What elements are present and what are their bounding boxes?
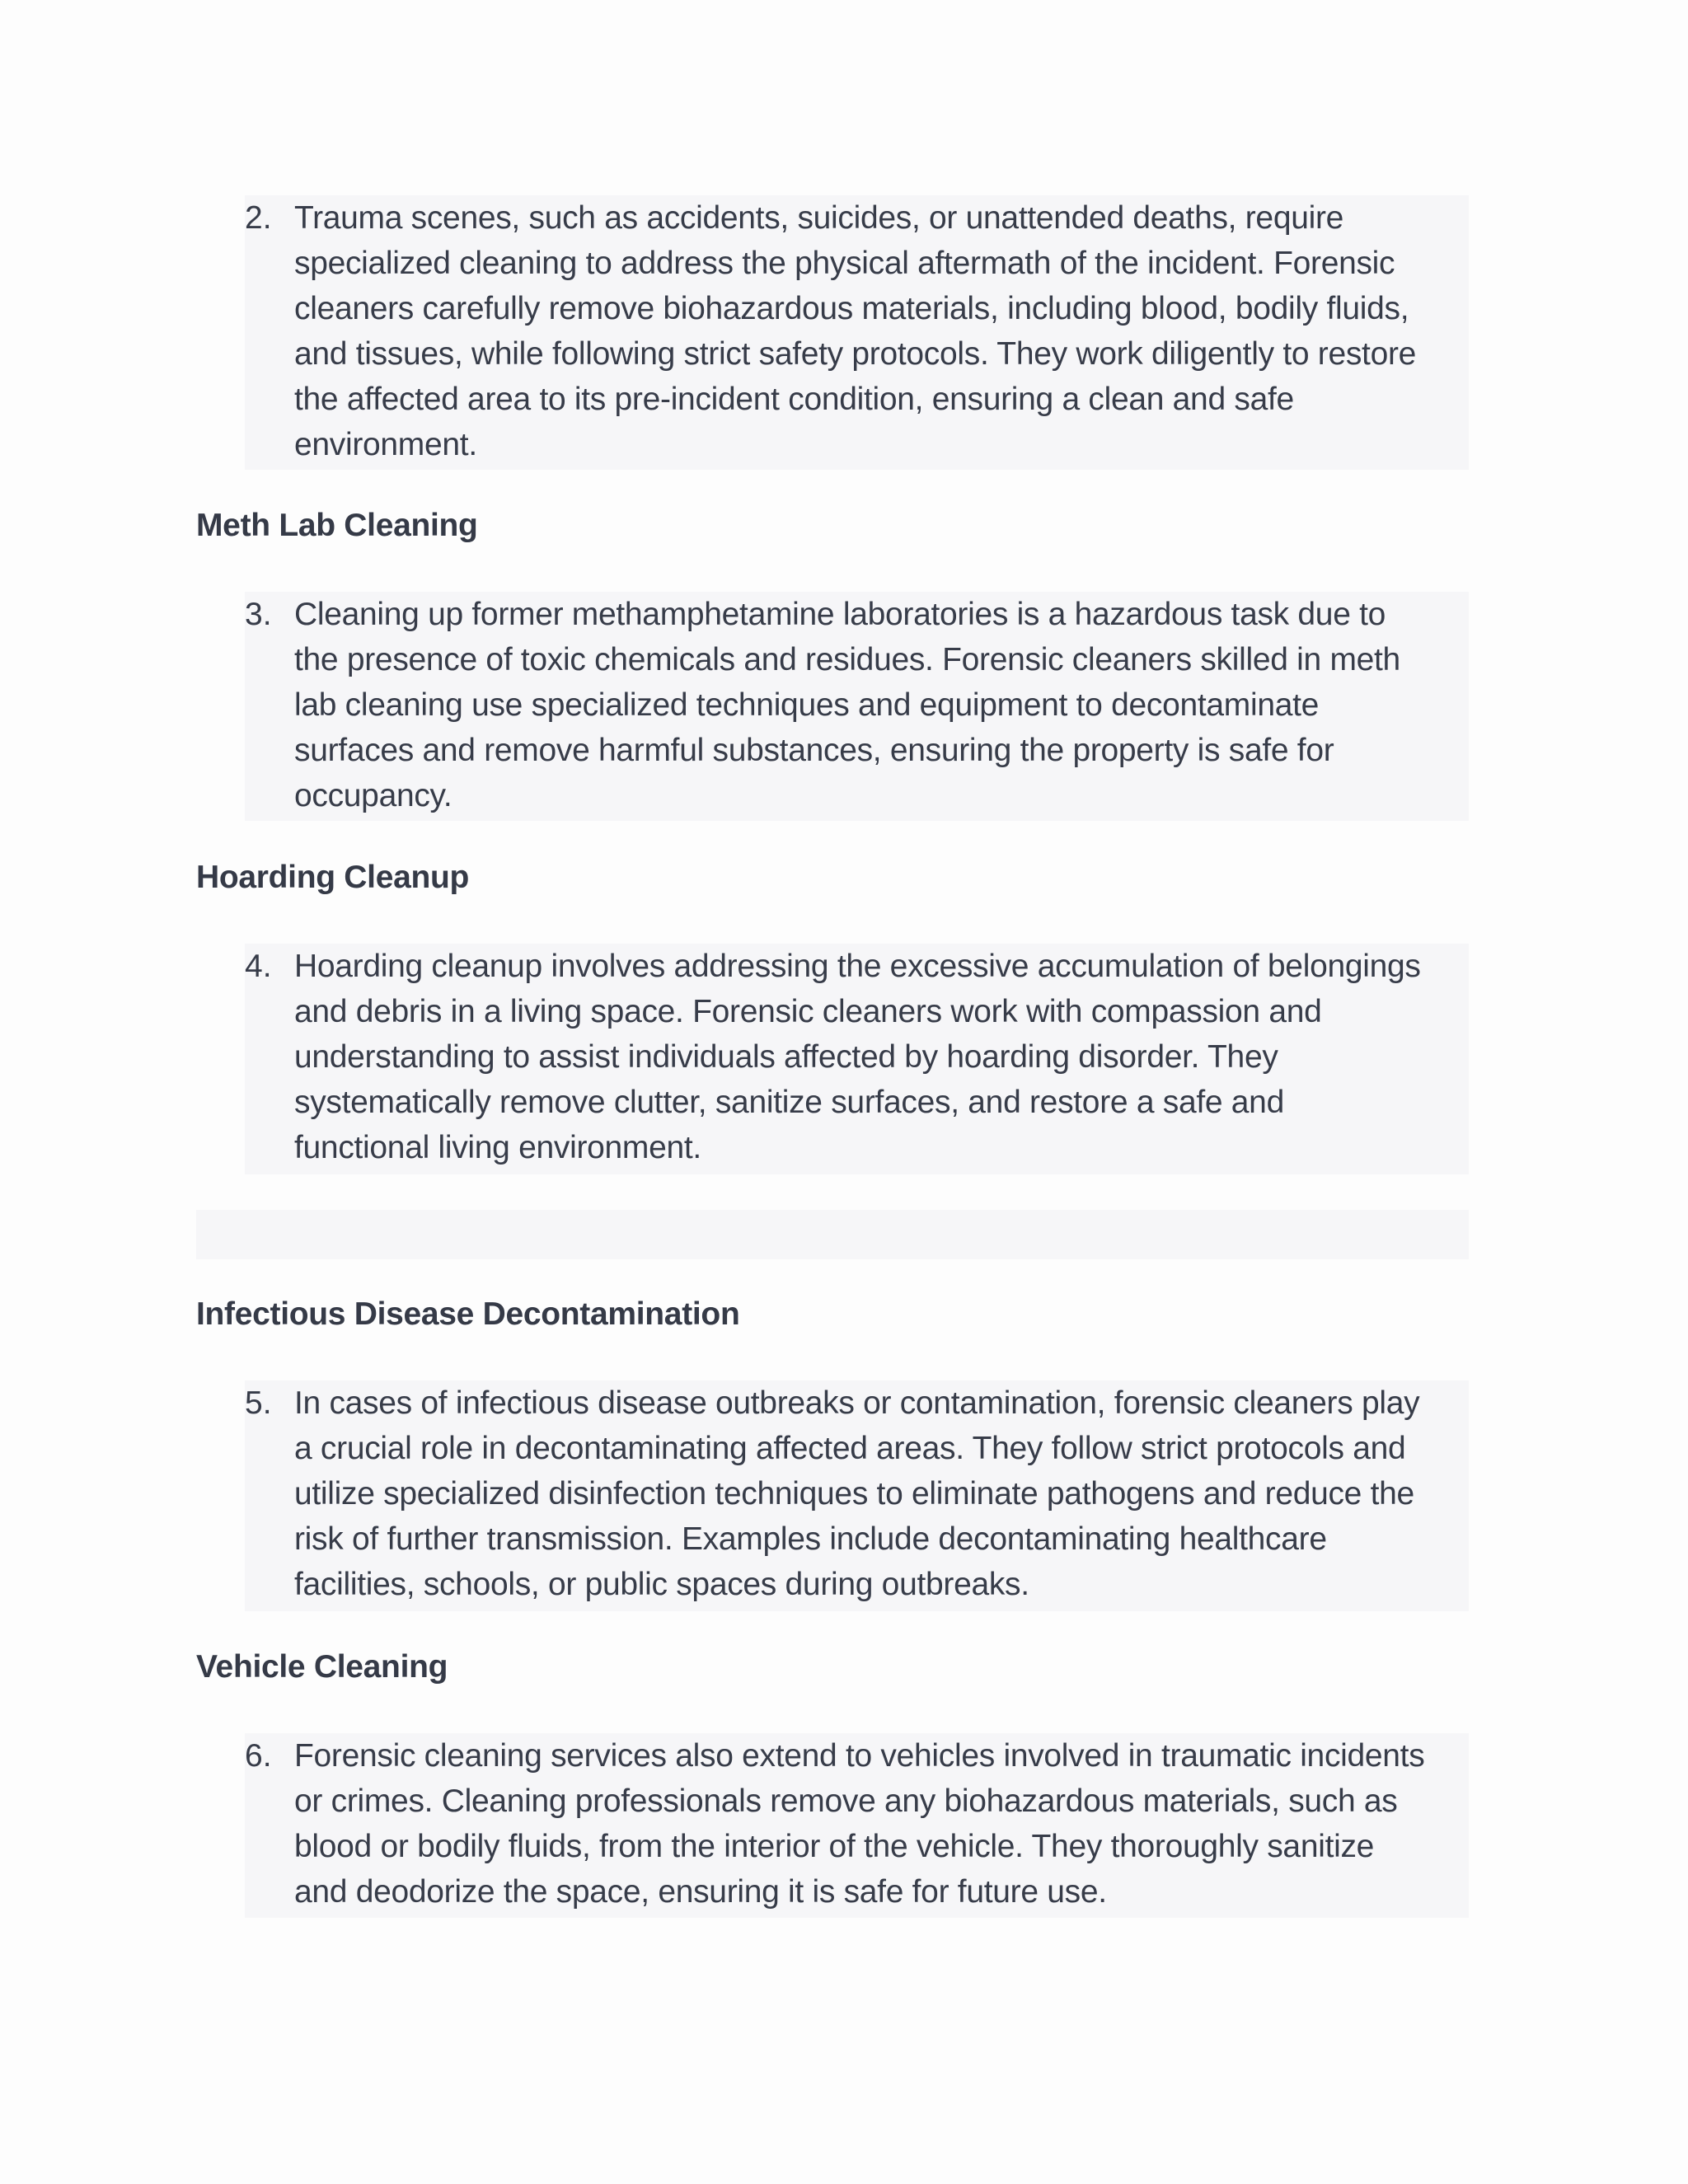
- list-item-hoarding: [245, 944, 1469, 1174]
- list-number: 6.: [245, 1738, 272, 1774]
- list-number: 4.: [245, 949, 272, 984]
- text-line: surfaces and remove harmful substances, ensuring the property is safe for: [294, 733, 1334, 768]
- text-line: a crucial role in decontaminating affected areas. They follow strict protocols and: [294, 1431, 1406, 1466]
- text-line: Forensic cleaning services also extend to vehicles involved in traumatic incidents: [294, 1738, 1425, 1774]
- list-item-infectious-disease: [245, 1380, 1469, 1611]
- list-item-text: [294, 592, 1481, 818]
- text-line: functional living environment.: [294, 1130, 701, 1165]
- list-number: 2.: [245, 200, 272, 236]
- text-line: Trauma scenes, such as accidents, suicides, or unattended deaths, require: [294, 200, 1344, 236]
- section-heading-vehicle: Vehicle Cleaning: [196, 1649, 448, 1685]
- text-line: Cleaning up former methamphetamine laboratories is a hazardous task due to: [294, 597, 1386, 632]
- text-line: utilize specialized disinfection techniques to eliminate pathogens and reduce the: [294, 1476, 1414, 1511]
- text-line: Hoarding cleanup involves addressing the excessive accumulation of belongings: [294, 949, 1421, 984]
- list-item-text: [294, 1380, 1481, 1607]
- text-line: the affected area to its pre-incident condition, ensuring a clean and safe: [294, 382, 1294, 417]
- text-line: or crimes. Cleaning professionals remove any biohazardous materials, such as: [294, 1783, 1398, 1819]
- text-line: occupancy.: [294, 778, 452, 813]
- list-item-text: [294, 1733, 1481, 1915]
- empty-block: [196, 1210, 1469, 1259]
- text-line: In cases of infectious disease outbreaks or contamination, forensic cleaners play: [294, 1385, 1420, 1421]
- list-number: 5.: [245, 1385, 272, 1421]
- list-item-text: [294, 195, 1481, 467]
- text-line: specialized cleaning to address the physical aftermath of the incident. Forensic: [294, 246, 1395, 281]
- section-heading-meth-lab: Meth Lab Cleaning: [196, 508, 478, 543]
- text-line: lab cleaning use specialized techniques and equipment to decontaminate: [294, 687, 1320, 723]
- text-line: risk of further transmission. Examples include decontaminating healthcare: [294, 1521, 1327, 1557]
- list-item-trauma: [245, 195, 1469, 470]
- text-line: facilities, schools, or public spaces during outbreaks.: [294, 1567, 1029, 1602]
- text-line: environment.: [294, 427, 477, 462]
- text-line: the presence of toxic chemicals and residues. Forensic cleaners skilled in meth: [294, 642, 1400, 677]
- list-item-meth-lab: [245, 592, 1469, 821]
- section-heading-hoarding: Hoarding Cleanup: [196, 860, 470, 895]
- text-line: and deodorize the space, ensuring it is safe for future use.: [294, 1874, 1107, 1910]
- list-number: 3.: [245, 597, 272, 632]
- list-item-text: [294, 944, 1481, 1170]
- text-line: understanding to assist individuals affected by hoarding disorder. They: [294, 1039, 1278, 1075]
- list-item-vehicle: [245, 1733, 1469, 1918]
- text-line: blood or bodily fluids, from the interior of the vehicle. They thoroughly sanitize: [294, 1829, 1375, 1864]
- section-heading-infectious-disease: Infectious Disease Decontamination: [196, 1296, 740, 1332]
- text-line: and tissues, while following strict safety protocols. They work diligently to restore: [294, 336, 1417, 372]
- text-line: systematically remove clutter, sanitize surfaces, and restore a safe and: [294, 1085, 1284, 1120]
- text-line: cleaners carefully remove biohazardous materials, including blood, bodily fluids,: [294, 291, 1409, 326]
- text-line: and debris in a living space. Forensic cleaners work with compassion and: [294, 994, 1322, 1029]
